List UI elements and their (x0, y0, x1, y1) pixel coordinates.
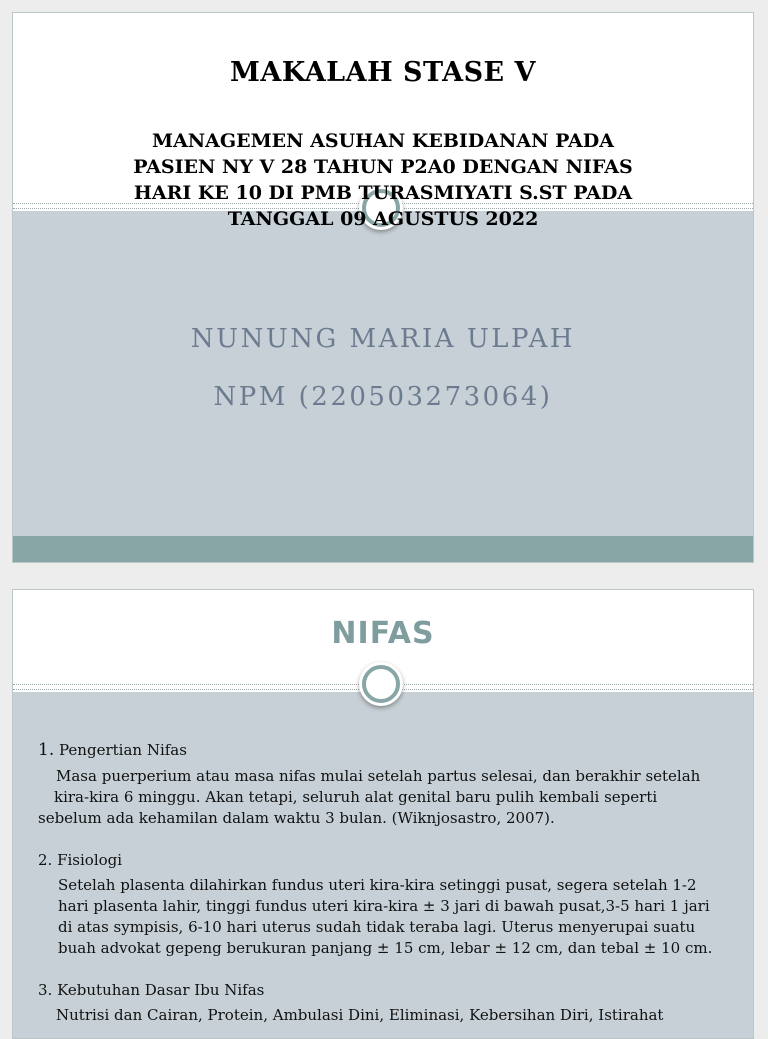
section (38, 981, 713, 1026)
slide-footer-band (13, 536, 753, 562)
subtitle-line: MANAGEMEN ASUHAN KEBIDANAN PADA (152, 130, 614, 152)
section (38, 740, 713, 829)
section-text (38, 1005, 713, 1026)
slide-title: NIFAS (331, 616, 435, 651)
section-number: 1. (38, 740, 55, 760)
section-title: Fisiologi (57, 851, 123, 869)
content-slide (12, 589, 754, 1039)
section-heading (38, 851, 713, 869)
divider-ring (362, 665, 400, 703)
author-name: NUNUNG MARIA ULPAH (190, 324, 576, 354)
subtitle-line: HARI KE 10 DI PMB TURASMIYATI S.ST PADA (133, 182, 633, 204)
text-line: Masa puerperium atau masa nifas mulai setelah partus selesai, dan berakhir setelah (56, 767, 701, 785)
section-text (38, 766, 713, 829)
subtitle-line: TANGGAL 09 AGUSTUS 2022 (227, 208, 539, 230)
section-heading (38, 740, 713, 760)
text-line: buah advokat gepeng berukuran panjang ± 15 cm, lebar ± 12 cm, dan tebal ± 10 cm. (58, 939, 713, 957)
section (38, 851, 713, 959)
text-line: hari plasenta lahir, tinggi fundus uteri kira-kira ± 3 jari di bawah pusat,3-5 hari 1 jari (58, 897, 710, 915)
section-title: Pengertian Nifas (59, 741, 187, 759)
slide-title: MAKALAH STASE V (230, 57, 536, 88)
text-line: Setelah plasenta dilahirkan fundus uteri kira-kira setinggi pusat, segera setelah 1-2 (58, 876, 697, 894)
author-npm: NPM (220503273064) (213, 382, 553, 412)
section-heading (38, 981, 713, 999)
text-line: Nutrisi dan Cairan, Protein, Ambulasi Dini, Eliminasi, Kebersihan Diri, Istirahat (56, 1006, 664, 1024)
title-slide (12, 12, 754, 563)
text-line: sebelum ada kehamilan dalam waktu 3 bulan. (Wiknjosastro, 2007). (38, 809, 555, 827)
subtitle-line: PASIEN NY V 28 TAHUN P2A0 DENGAN NIFAS (133, 156, 633, 178)
section-number: 3. (38, 981, 53, 999)
section-text (38, 875, 713, 959)
text-line: di atas sympisis, 6-10 hari uterus sudah tidak teraba lagi. Uterus menyerupai suatu (58, 918, 696, 936)
slide-content-band (13, 211, 753, 536)
slide-subtitle (13, 128, 753, 232)
text-line: kira-kira 6 minggu. Akan tetapi, seluruh alat genital baru pulih kembali seperti (54, 788, 658, 806)
slide-body (38, 740, 713, 1039)
section-title: Kebutuhan Dasar Ibu Nifas (57, 981, 265, 999)
section-number: 2. (38, 851, 53, 869)
